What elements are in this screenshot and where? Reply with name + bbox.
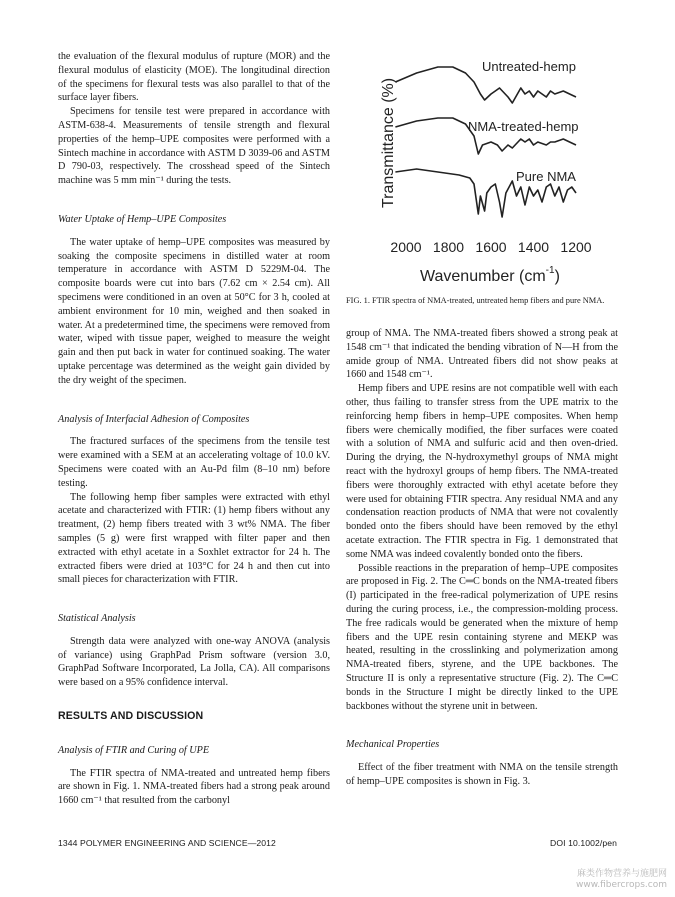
ftir-figure xyxy=(346,48,618,288)
ftir-chart xyxy=(346,48,618,288)
section-heading-statistical-analysis: Statistical Analysis xyxy=(58,613,136,625)
x-tick-label: 1600 xyxy=(475,239,507,255)
paragraph: Specimens for tensile test were prepared in accordance with ASTM-638-4. Measurements of tensile strength and flexural properties of the hemp–UPE composites were performed with a Sintech machine in accordance with ASTM D 3039-06 and ASTM D 790-03, respectively. The crosshead speed of the Sintech machine was 5 mm min⁻¹ during the tests. xyxy=(58,106,330,187)
y-axis-label: Transmittance (%) xyxy=(380,77,397,208)
paragraph: The FTIR spectra of NMA-treated and untreated hemp fibers are shown in Fig. 1. NMA-treated fibers had a strong peak around 1660 cm⁻¹ that resulted from the carbonyl xyxy=(58,767,330,807)
curve-label-pure-nma: Pure NMA xyxy=(516,169,576,184)
paragraph: The water uptake of hemp–UPE composites was measured by soaking the composite specimens in distilled water at room temperature in accordance with ASTM D 5229M-04. The composite boards were cut into bars (7.62 cm × 2.54 cm). All specimens were conditioned in an oven at 50°C for 3 h, cooled at ambient environment for 10 min, weighed and then soaked in water. At a predetermined time, the specimens were removed from water, wiped with tissue paper, weighed to measure the weight gain and then put back in water for continued soaking. The water uptake percentage was determined as the weight gain divided by the dry weight of the specimen. xyxy=(58,236,330,386)
watermark-line: www.fibercrops.com xyxy=(576,880,667,890)
paragraph: Possible reactions in the preparation of hemp–UPE composites are proposed in Fig. 2. The C═C bonds on the NMA-treated fibers (I) participated in the free-radical polymerization of UPE resins during the curing process, i.e., the compression-molding process. The free radicals would be generated when the mixture of hemp fibers and the UPE resin containing styrene and MEKP was heated, resulting in the crosslinking and polymerization among NMA-treated fibers, styrene, and the UPE backbones. The Structure II is only a representative structure (Fig. 2). The C═C bonds in the Structure I might be directly linked to the UPE backbones without the styrene unit in between. xyxy=(346,562,618,712)
section-heading-mechanical-properties: Mechanical Properties xyxy=(346,739,440,751)
x-tick-label: 1400 xyxy=(517,239,550,255)
x-axis-label: Wavenumber $(cm^{-1})$ xyxy=(420,265,560,285)
paragraph: Strength data were analyzed with one-way ANOVA (analysis of variance) using GraphPad Prism software (version 3.0, GraphPad Software Incorporated, La Jolla, CA). All comparisons were based on a 95% confidence interval. xyxy=(58,635,330,689)
paragraph: Hemp fibers and UPE resins are not compatible well with each other, thus failing to transfer stress from the UPE matrix to the reinforcing hemp fibers in hemp–UPE composites. When hemp fibers were chemically modified, the fiber surfaces were coated with a solution of NMA and sulfuric acid and then oven-dried. During the drying, the N-hydroxymethyl groups of NMA might react with the hydroxyl groups of hemp fibers. The NMA-treated fibers were thoroughly extracted with ethyl acetate before they were used for obtaining FTIR spectra. Any residual NMA and any condensation reaction products of NMA that were not covalently bonded onto the fibers should have been removed by the ethyl acetate extraction. The FTIR spectra in Fig. 1 demonstrated that some NMA was indeed covalently bonded onto the fibers. xyxy=(346,383,618,560)
x-tick-label: 1800 xyxy=(432,239,465,255)
paragraph: the evaluation of the flexural modulus of rupture (MOR) and the flexural modulus of elasticity (MOE). The longitudinal direction of the specimens for flexural tests was also parallel to that of the surface layer fibers. xyxy=(58,51,330,104)
x-tick-label: 1200 xyxy=(560,239,592,255)
curve-label-nma-treated: NMA-treated-hemp xyxy=(468,119,579,134)
footer-doi: DOI 10.1002/pen xyxy=(550,838,617,848)
section-heading-interfacial-adhesion: Analysis of Interfacial Adhesion of Composites xyxy=(58,413,250,425)
curve-label-untreated: Untreated-hemp xyxy=(482,59,576,74)
x-tick-label: 2000 xyxy=(390,239,422,255)
right-column xyxy=(346,327,618,789)
watermark xyxy=(576,869,667,891)
paragraph: The fractured surfaces of the specimens from the tensile test were examined with a SEM at an accelerating voltage of 10.0 kV. Specimens were coated with an Au-Pd film (8–10 nm) before testing. xyxy=(58,436,330,489)
section-heading-results: RESULTS AND DISCUSSION xyxy=(58,710,204,723)
spectra-lines xyxy=(395,67,576,217)
paragraph: Effect of the fiber treatment with NMA on the tensile strength of hemp–UPE composites is shown in Fig. 3. xyxy=(346,762,618,787)
figure-caption: FIG. 1. FTIR spectra of NMA-treated, untreated hemp fibers and pure NMA. xyxy=(346,296,605,305)
left-column xyxy=(58,50,330,808)
watermark-line: 麻类作物营养与施肥网 xyxy=(576,869,667,879)
paragraph: The following hemp fiber samples were extracted with ethyl acetate and characterized with FTIR: (1) hemp fibers without any treatment, (2) hemp fibers treated with 3 wt% NMA. The fiber samples (5 g) were first wrapped with filter paper and then extracted with ethyl acetate in a Soxhlet extractor for 24 h. The extracted fibers were dried at 103°C for 24 h and then cut into small pieces for characterization with FTIR. xyxy=(58,491,330,586)
plot-frame xyxy=(406,52,576,234)
section-heading-ftir: Analysis of FTIR and Curing of UPE xyxy=(58,744,210,756)
footer-journal: 1344 POLYMER ENGINEERING AND SCIENCE—2012 xyxy=(58,838,276,848)
x-axis-ticks xyxy=(390,239,591,255)
section-heading-water-uptake: Water Uptake of Hemp–UPE Composites xyxy=(58,213,227,225)
paragraph: group of NMA. The NMA-treated fibers showed a strong peak at 1548 cm⁻¹ that indicated the bending vibration of N—H from the amide group of NMA. Untreated fibers did not show peaks at 1660 and 1548 cm⁻¹. xyxy=(346,328,618,381)
